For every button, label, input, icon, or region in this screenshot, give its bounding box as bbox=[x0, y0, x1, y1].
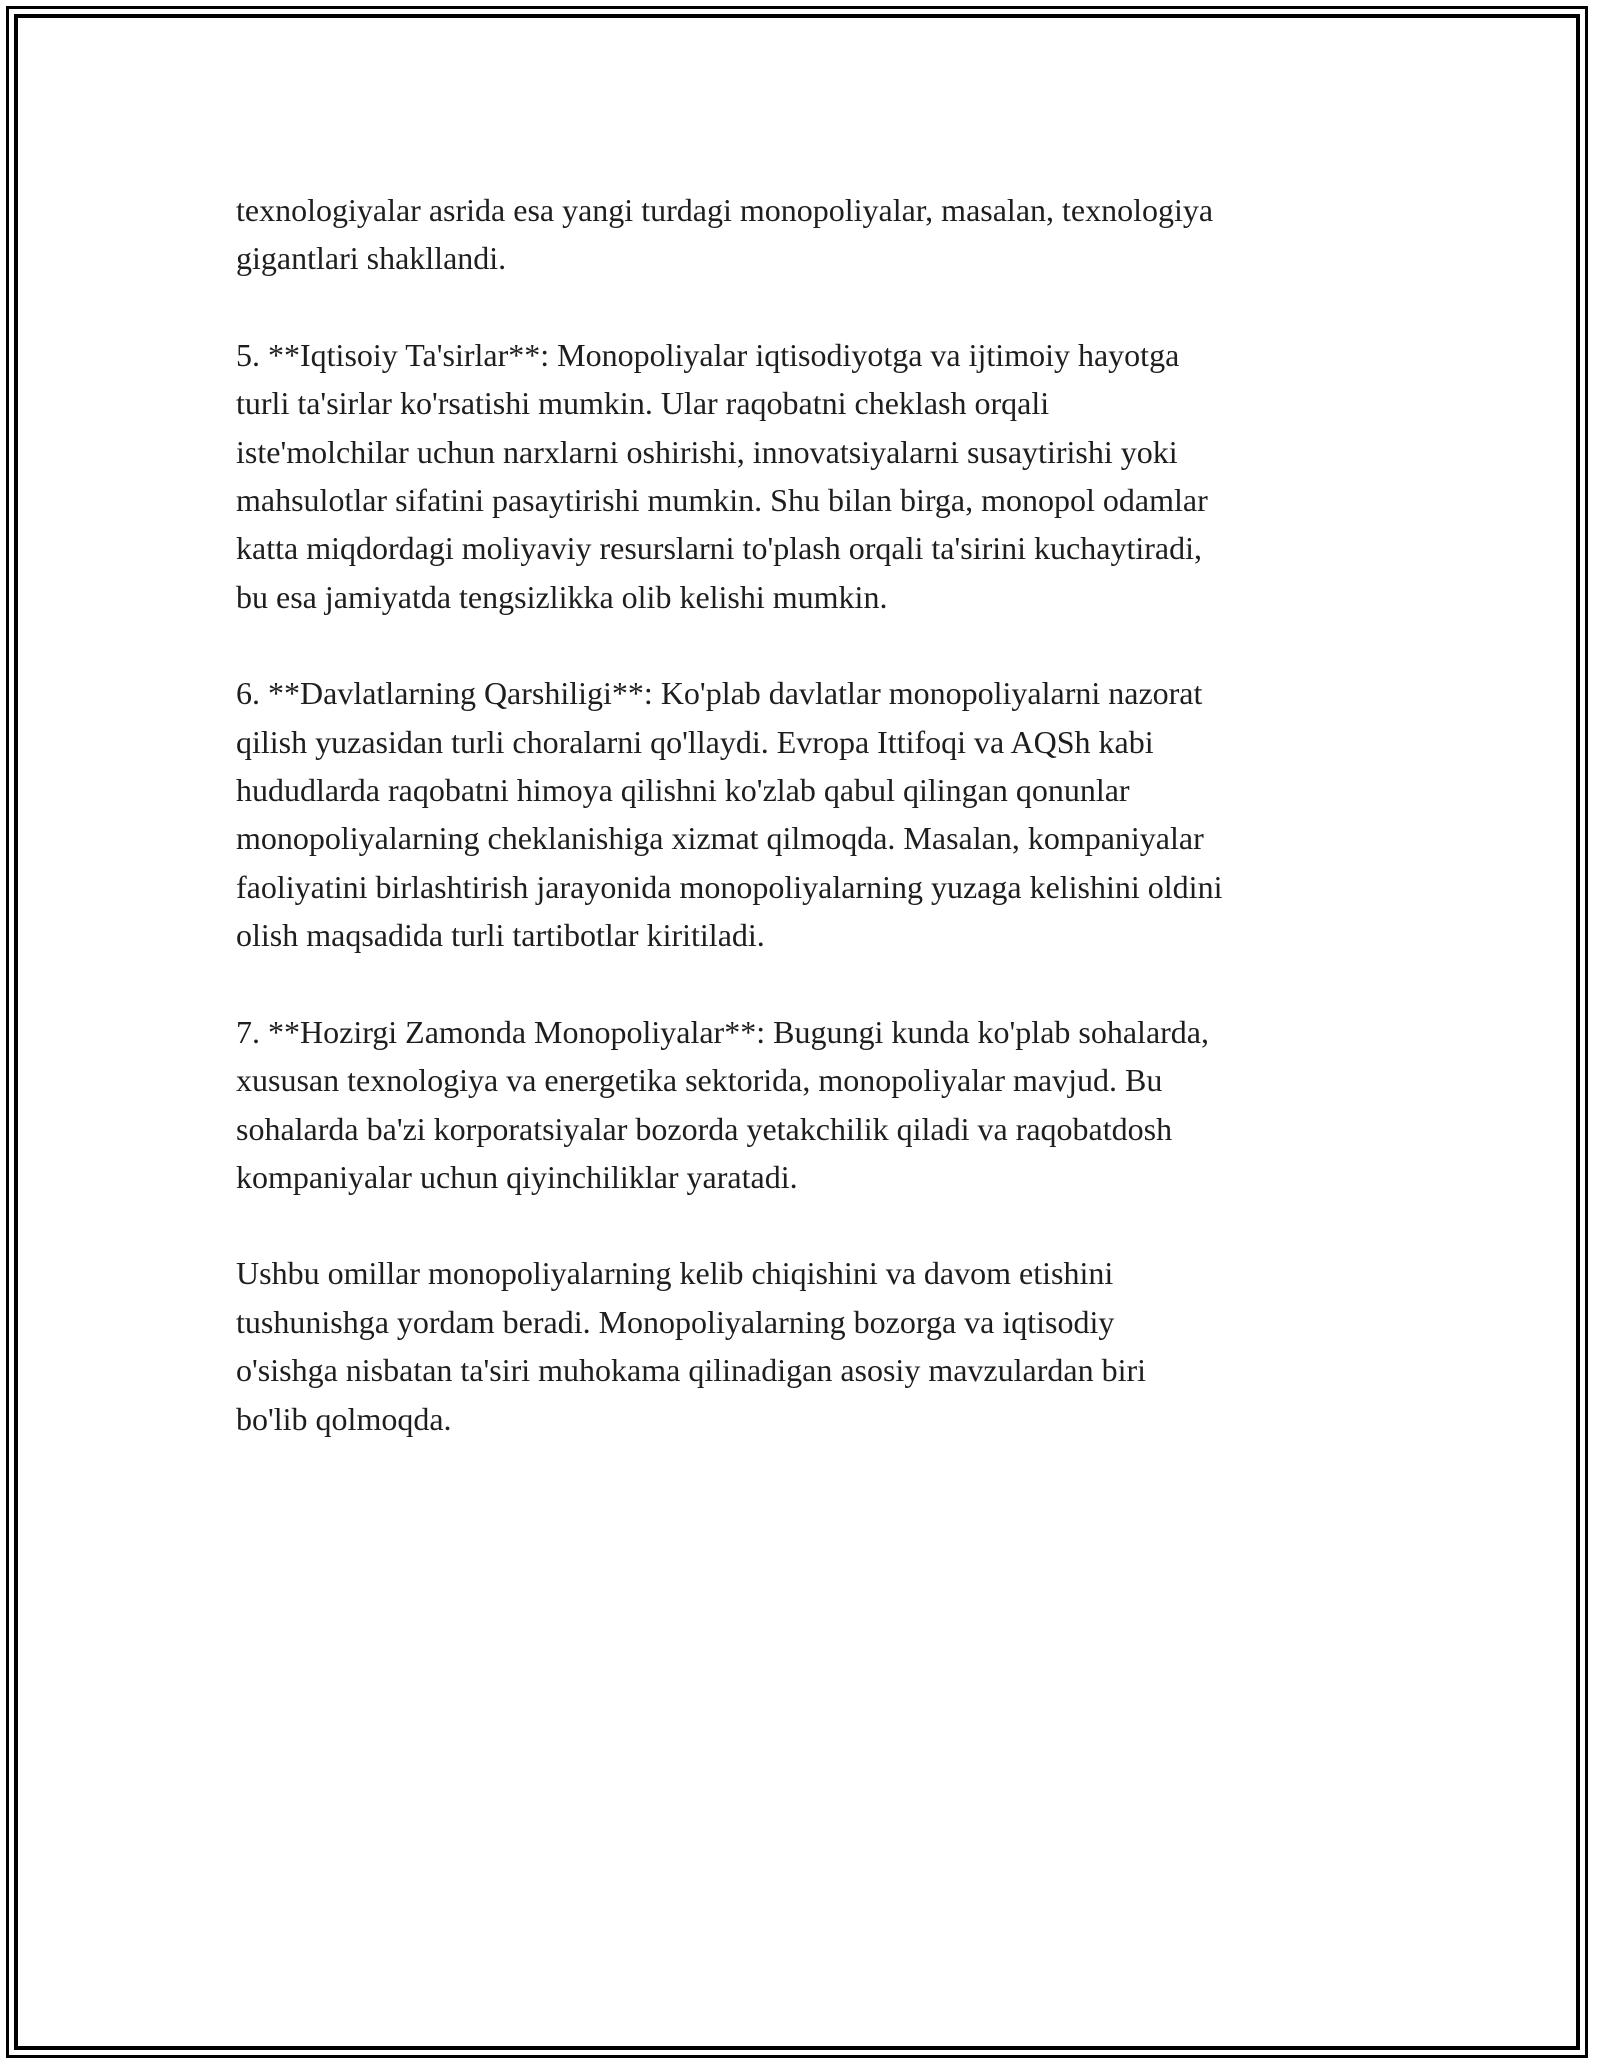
text-line: kompaniyalar uchun qiyinchiliklar yaratadi. bbox=[236, 1158, 798, 1195]
text-line: hududlarda raqobatni himoya qilishni ko'zlab qabul qilingan qonunlar bbox=[236, 772, 1130, 809]
paragraph-state-resistance bbox=[236, 669, 1376, 959]
text-line: bo'lib qolmoqda. bbox=[236, 1400, 452, 1437]
text-line: iste'molchilar uchun narxlarni oshirishi, innovatsiyalarni susaytirishi yoki bbox=[236, 433, 1178, 470]
document-body bbox=[236, 186, 1376, 1491]
paragraph-economic-effects bbox=[236, 331, 1376, 621]
text-line: monopoliyalarning cheklanishiga xizmat qilmoqda. Masalan, kompaniyalar bbox=[236, 820, 1204, 857]
text-line: sohalarda ba'zi korporatsiyalar bozorda yetakchilik qiladi va raqobatdosh bbox=[236, 1110, 1173, 1147]
text-line: katta miqdordagi moliyaviy resurslarni to'plash orqali ta'sirini kuchaytiradi, bbox=[236, 530, 1202, 567]
text-line: bu esa jamiyatda tengsizlikka olib kelishi mumkin. bbox=[236, 578, 888, 615]
paragraph-modern-monopolies bbox=[236, 1008, 1376, 1202]
text-line: xususan texnologiya va energetika sektorida, monopoliyalar mavjud. Bu bbox=[236, 1062, 1163, 1099]
text-line: gigantlari shakllandi. bbox=[236, 240, 507, 277]
text-line: 6. **Davlatlarning Qarshiligi**: Ko'plab davlatlar monopoliyalarni nazorat bbox=[236, 675, 1203, 712]
text-line: mahsulotlar sifatini pasaytirishi mumkin. Shu bilan birga, monopol odamlar bbox=[236, 482, 1208, 519]
text-line: olish maqsadida turli tartibotlar kiritiladi. bbox=[236, 917, 765, 954]
text-line: qilish yuzasidan turli choralarni qo'llaydi. Evropa Ittifoqi va AQSh kabi bbox=[236, 723, 1154, 760]
text-line: 5. **Iqtisoiy Ta'sirlar**: Monopoliyalar iqtisodiyotga va ijtimoiy hayotga bbox=[236, 336, 1180, 373]
text-line: texnologiyalar asrida esa yangi turdagi monopoliyalar, masalan, texnologiya bbox=[236, 192, 1214, 228]
text-line: 7. **Hozirgi Zamonda Monopoliyalar**: Bugungi kunda ko'plab sohalarda, bbox=[236, 1013, 1209, 1050]
text-line: turli ta'sirlar ko'rsatishi mumkin. Ular raqobatni cheklash orqali bbox=[236, 385, 1050, 422]
text-line: faoliyatini birlashtirish jarayonida monopoliyalarning yuzaga kelishini oldini bbox=[236, 868, 1223, 905]
text-line: Ushbu omillar monopoliyalarning kelib chiqishini va davom etishini bbox=[236, 1255, 1114, 1292]
text-line: tushunishga yordam beradi. Monopoliyalarning bozorga va iqtisodiy bbox=[236, 1303, 1115, 1340]
text-line: o'sishga nisbatan ta'siri muhokama qilinadigan asosiy mavzulardan biri bbox=[236, 1352, 1146, 1389]
paragraph-intro-continuation bbox=[236, 186, 1376, 283]
paragraph-conclusion bbox=[236, 1249, 1376, 1443]
